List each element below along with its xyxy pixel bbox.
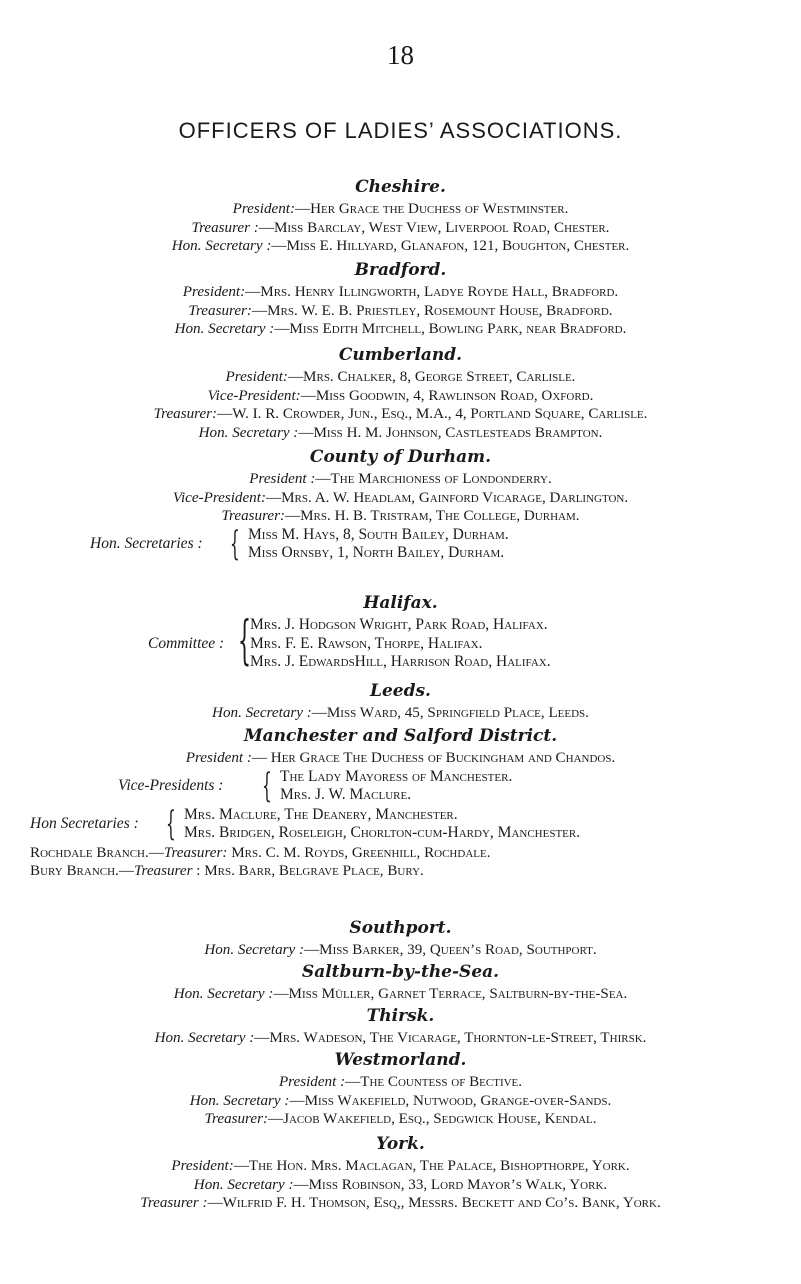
section-westmorland — [0, 1049, 801, 1129]
secretaries-group — [0, 803, 801, 844]
role-label: President: — [232, 201, 296, 217]
section-heading: Southport. — [349, 918, 452, 938]
role-label: Hon. Secretary : — [212, 705, 312, 721]
section-heading: Westmorland. — [334, 1050, 467, 1070]
role-label: Vice-President: — [207, 387, 301, 404]
officer-entry: —The Marchioness of Londonderry. — [315, 471, 552, 487]
section-manchester — [0, 725, 801, 881]
officer-entry: —W. I. R. Crowder, Jun., Esq., M.A., 4, Portland Square, Carlisle. — [217, 406, 648, 422]
page-title: OFFICERS OF LADIES’ ASSOCIATIONS. — [178, 118, 623, 143]
role-label: President: — [182, 284, 246, 300]
role-label: Hon. Secretary : — [193, 1176, 294, 1193]
role-label: Hon Secretaries : — [30, 814, 139, 832]
officer-entry: —Jacob Wakefield, Esq., Sedgwick House, Kendal. — [268, 1111, 597, 1127]
officer-entry: —Miss Müller, Garnet Terrace, Saltburn-by-the-Sea. — [273, 986, 628, 1002]
role-label: Vice-President: — [172, 489, 266, 506]
officer-entry: Mrs. Bridgen, Roseleigh, Chorlton-cum-Hardy, Manchester. — [184, 824, 581, 841]
section-heading: Cumberland. — [338, 345, 463, 365]
section-leeds — [0, 680, 801, 723]
section-heading: Cheshire. — [355, 177, 446, 197]
committee-group — [0, 611, 801, 673]
officer-entry: —Mrs. Henry Illingworth, Ladye Royde Hall, Bradford. — [245, 284, 619, 300]
role-label: Treasurer: — [188, 302, 252, 319]
role-label: Hon. Secretary : — [154, 1030, 255, 1046]
officer-entry: —Mrs. H. B. Tristram, The College, Durham. — [285, 508, 580, 524]
section-heading: York. — [376, 1134, 425, 1154]
role-label: Hon. Secretary : — [198, 424, 299, 441]
officer-entry: —Miss Ward, 45, Springfield Place, Leeds. — [311, 705, 589, 721]
section-durham — [0, 446, 801, 564]
officer-entry: — Her Grace The Duchess of Buckingham and Chandos. — [251, 750, 616, 766]
section-heading: County of Durham. — [309, 447, 492, 467]
officer-entry: —The Hon. Mrs. Maclagan, The Palace, Bishopthorpe, York. — [233, 1158, 630, 1174]
section-heading: Saltburn-by-the-Sea. — [301, 962, 500, 982]
officer-entry: —Mrs. A. W. Headlam, Gainford Vicarage, Darlington. — [265, 489, 629, 506]
section-saltburn — [0, 961, 801, 1004]
section-heading: Thirsk. — [366, 1006, 435, 1026]
role-label: Treasurer: — [221, 508, 286, 524]
section-cumberland — [0, 344, 801, 442]
role-label: Treasurer — [133, 863, 193, 879]
brace-glyph: { — [229, 523, 240, 564]
officer-entry: —Miss Goodwin, 4, Rawlinson Road, Oxford. — [300, 387, 594, 404]
officer-entry: Miss Ornsby, 1, North Bailey, Durham. — [248, 544, 505, 561]
role-label: President: — [171, 1158, 234, 1174]
officer-entry: Mrs. Maclure, The Deanery, Manchester. — [184, 805, 458, 823]
officer-entry: —Wilfrid F. H. Thomson, Esq,, Messrs. Beckett and Co’s. Bank, York. — [207, 1195, 661, 1211]
role-label: Hon. Secretary : — [173, 986, 274, 1002]
section-heading: Manchester and Salford District. — [243, 726, 558, 746]
vice-presidents-group — [0, 765, 801, 806]
officer-entry: Mrs. J. Hodgson Wright, Park Road, Halifax. — [250, 616, 548, 633]
officer-entry: —Mrs. W. E. B. Priestley, Rosemount House, Bradford. — [251, 302, 613, 319]
section-york — [0, 1133, 801, 1213]
officer-entry: —Miss H. M. Johnson, Castlesteads Brampton. — [298, 424, 603, 441]
officer-entry: Mrs. F. E. Rawson, Thorpe, Halifax. — [250, 634, 483, 652]
role-label: President : — [249, 471, 316, 487]
officer-entry: —Her Grace the Duchess of Westminster. — [295, 201, 569, 217]
section-southport — [0, 917, 801, 960]
officer-entry: —Miss Robinson, 33, Lord Mayor’s Walk, York. — [293, 1176, 608, 1193]
role-label: Hon. Secretary : — [204, 942, 305, 958]
brace-glyph: { — [165, 803, 176, 844]
officer-entry: Mrs. C. M. Royds, Greenhill, Rochdale. — [227, 844, 491, 861]
officer-entry: Mrs. J. EdwardsHill, Harrison Road, Halifax. — [250, 653, 551, 670]
secretaries-group — [0, 523, 801, 564]
officer-entry: —The Countess of Bective. — [345, 1074, 523, 1090]
role-label: Hon. Secretary : — [189, 1092, 290, 1109]
section-bradford — [0, 259, 801, 339]
role-label: President : — [278, 1074, 346, 1090]
officer-entry: —Miss Barclay, West View, Liverpool Road, Chester. — [258, 219, 610, 236]
brace-glyph: { — [261, 765, 272, 806]
role-label: Treasurer: — [163, 844, 228, 861]
officer-entry: —Miss E. Hillyard, Glanafon, 121, Boughton, Chester. — [271, 238, 630, 254]
officer-entry: : Mrs. Barr, Belgrave Place, Bury. — [192, 863, 424, 879]
role-label: Treasurer : — [191, 219, 259, 236]
section-halifax — [0, 592, 801, 673]
officer-entry: —Miss Edith Mitchell, Bowling Park, near Bradford. — [274, 321, 627, 337]
role-label: Treasurer: — [204, 1111, 268, 1127]
role-label: Hon. Secretary : — [174, 321, 275, 337]
role-label: Hon. Secretary : — [171, 238, 272, 254]
branch-label: Bury Branch.— — [30, 863, 134, 879]
officer-entry: —Mrs. Chalker, 8, George Street, Carlisle. — [287, 369, 576, 385]
section-heading: Halifax. — [363, 593, 438, 613]
officer-entry: —Miss Wakefield, Nutwood, Grange-over-Sands. — [289, 1092, 612, 1109]
role-label: Committee : — [148, 635, 225, 652]
role-label: President : — [185, 750, 252, 766]
section-heading: Leeds. — [370, 681, 431, 701]
role-label: Hon. Secretaries : — [90, 534, 203, 552]
role-label: President: — [225, 369, 288, 385]
role-label: Treasurer: — [153, 406, 218, 422]
role-label: Treasurer : — [140, 1195, 208, 1211]
officer-entry: Miss M. Hays, 8, South Bailey, Durham. — [248, 525, 509, 543]
section-heading: Bradford. — [354, 260, 447, 280]
section-cheshire — [0, 176, 801, 256]
officer-entry: The Lady Mayoress of Manchester. — [280, 767, 513, 785]
officer-entry: Mrs. J. W. Maclure. — [280, 786, 412, 803]
role-label: Vice-Presidents : — [118, 776, 224, 794]
officer-entry: —Miss Barker, 39, Queen’s Road, Southport. — [304, 942, 597, 958]
brace-glyph: { — [237, 611, 252, 671]
branch-label: Rochdale Branch.— — [30, 844, 164, 861]
section-thirsk — [0, 1005, 801, 1048]
page-number: 18 — [387, 40, 414, 70]
officer-entry: —Mrs. Wadeson, The Vicarage, Thornton-le-Street, Thirsk. — [254, 1030, 647, 1046]
